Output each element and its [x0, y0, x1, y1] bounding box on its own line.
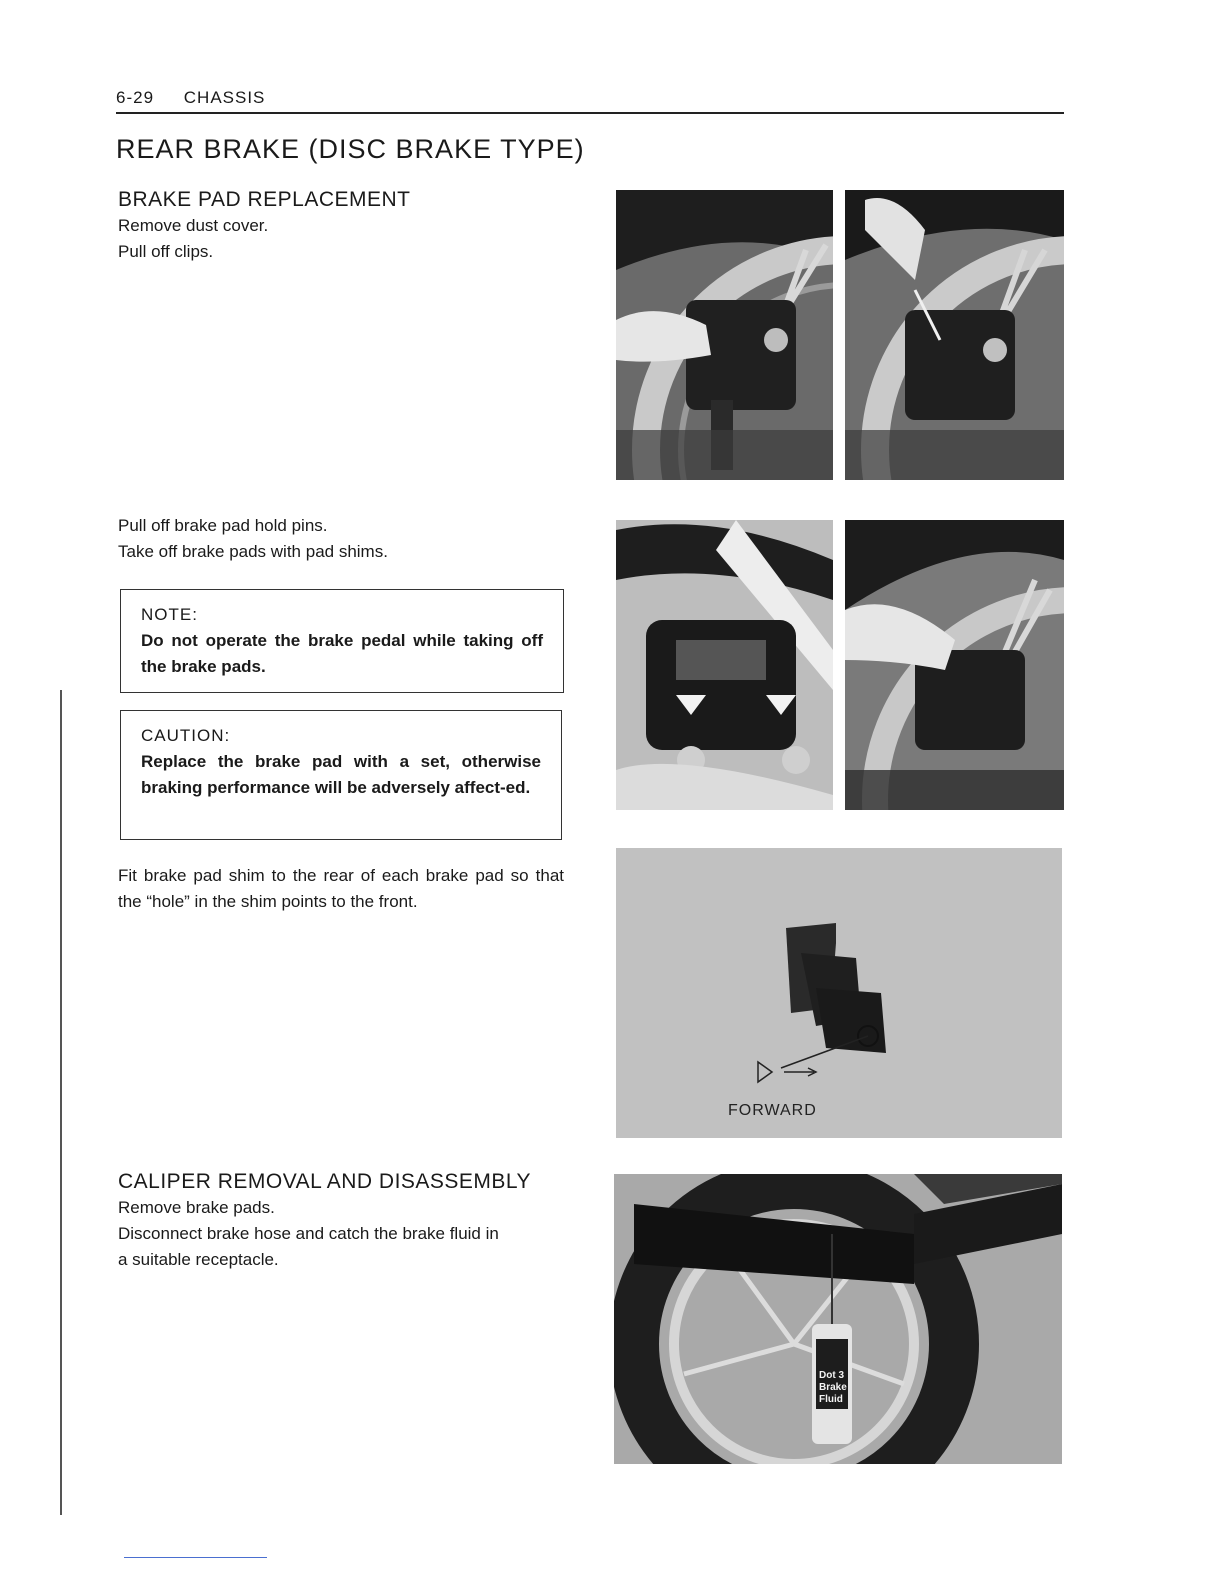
header-rule — [116, 112, 1064, 114]
photo-pull-clips — [845, 190, 1064, 480]
caution-label: CAUTION: — [141, 726, 231, 745]
text-line: Take off brake pads with pad shims. — [118, 542, 388, 561]
text-line: Remove brake pads. — [118, 1198, 275, 1217]
photo-remove-dust-cover — [616, 190, 833, 480]
caution-text: Replace the brake pad with a set, otherwise braking performance will be adversely affect-ed. — [141, 752, 541, 797]
photo-take-off-pads — [845, 520, 1064, 810]
can-label-line: Dot 3 — [819, 1370, 844, 1381]
can-label-line: Fluid — [819, 1394, 843, 1405]
footer-underline — [124, 1557, 267, 1558]
step-pull-pins — [118, 513, 568, 565]
photo-pad-shim-orientation — [616, 848, 1062, 1138]
fluid-can-label — [819, 1370, 849, 1406]
step-fit-shim — [118, 863, 564, 915]
text-line: Pull off clips. — [118, 242, 214, 261]
step-remove-cover — [118, 213, 568, 265]
binding-margin-line — [60, 690, 62, 1515]
note-text: Do not operate the brake pedal while taking off the brake pads. — [141, 631, 543, 676]
note-label: NOTE: — [141, 605, 198, 624]
text-line: Disconnect brake hose and catch the brake fluid in — [118, 1224, 499, 1243]
forward-label: FORWARD — [728, 1102, 817, 1119]
step-caliper — [118, 1195, 578, 1273]
text-line: Pull off brake pad hold pins. — [118, 516, 328, 535]
page-number: 6-29 — [116, 88, 155, 107]
section-heading-brake-pad: BRAKE PAD REPLACEMENT — [118, 188, 411, 211]
text-line: Remove dust cover. — [118, 216, 269, 235]
section-name: CHASSIS — [183, 88, 266, 107]
page-header — [116, 88, 265, 108]
note-box — [120, 589, 564, 693]
text-line: a suitable receptacle. — [118, 1250, 279, 1269]
text-line: Fit brake pad shim to the rear of each brake pad so that the “hole” in the shim points to the front. — [118, 866, 564, 911]
caution-box — [120, 710, 562, 840]
photo-pull-pad-pins — [616, 520, 833, 810]
page-title: REAR BRAKE (DISC BRAKE TYPE) — [116, 134, 585, 164]
section-heading-caliper: CALIPER REMOVAL AND DISASSEMBLY — [118, 1170, 532, 1193]
photo-disconnect-hose — [614, 1174, 1062, 1464]
can-label-line: Brake — [819, 1382, 847, 1393]
